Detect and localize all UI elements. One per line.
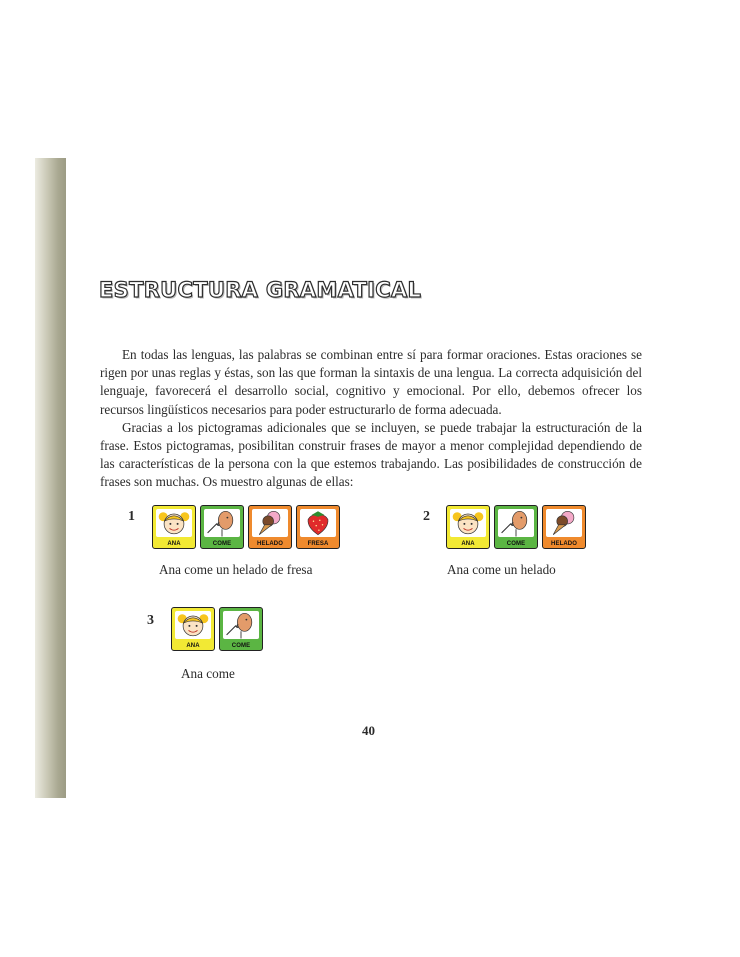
card-label: ANA bbox=[186, 643, 200, 649]
card-label: COME bbox=[212, 541, 232, 547]
card-ana bbox=[171, 607, 215, 651]
girl-face-icon bbox=[450, 509, 486, 537]
example-3-cards bbox=[171, 607, 263, 651]
card-helado bbox=[248, 505, 292, 549]
card-ana bbox=[152, 505, 196, 549]
card-come bbox=[200, 505, 244, 549]
card-label: FRESA bbox=[307, 541, 329, 547]
card-label: COME bbox=[231, 643, 251, 649]
body-text bbox=[100, 346, 642, 492]
book-spine-shadow bbox=[35, 158, 66, 798]
paragraph-1: En todas las lenguas, las palabras se combinan entre sí para formar oraciones. Estas oraciones se rigen por unas reglas y éstas, son las que forman la sintaxis de una lengua. La correcta adquisición del lenguaje, favorecerá el desarrollo social, cognitivo y emocional. Por ello, debemos ofrecer los recursos lingüísticos necesarios para poder estructurarlo de forma adecuada. bbox=[100, 347, 642, 417]
example-3-caption: Ana come bbox=[181, 666, 235, 681]
girl-face-icon bbox=[156, 509, 192, 537]
card-label: ANA bbox=[461, 541, 475, 547]
eating-person-icon bbox=[498, 509, 534, 537]
card-label: HELADO bbox=[257, 541, 283, 547]
card-ana bbox=[446, 505, 490, 549]
example-1-caption: Ana come un helado de fresa bbox=[159, 562, 313, 577]
example-1-number: 1 bbox=[128, 509, 135, 524]
girl-face-icon bbox=[175, 611, 211, 639]
ice-cream-icon bbox=[546, 509, 582, 537]
eating-person-icon bbox=[204, 509, 240, 537]
strawberry-icon bbox=[300, 509, 336, 537]
section-title: ESTRUCTURA GRAMATICAL bbox=[99, 278, 422, 302]
ice-cream-icon bbox=[252, 509, 288, 537]
page-number: 40 bbox=[362, 723, 375, 738]
card-label: HELADO bbox=[551, 541, 577, 547]
example-1-cards bbox=[152, 505, 340, 549]
eating-person-icon bbox=[223, 611, 259, 639]
paragraph-2: Gracias a los pictogramas adicionales que se incluyen, se puede trabajar la estructuración de la frase. Estos pictogramas, posibilitan construir frases de mayor a menor complejidad dependiendo de las características de la persona con la que estemos trabajando. Las posibilidades de construcción de frases son muchas. Os muestro algunas de ellas: bbox=[100, 419, 642, 490]
card-label: COME bbox=[506, 541, 526, 547]
example-3-number: 3 bbox=[147, 613, 154, 628]
card-come bbox=[494, 505, 538, 549]
example-2-cards bbox=[446, 505, 586, 549]
card-come bbox=[219, 607, 263, 651]
card-label: ANA bbox=[167, 541, 181, 547]
card-helado bbox=[542, 505, 586, 549]
example-2-caption: Ana come un helado bbox=[447, 562, 556, 577]
example-2-number: 2 bbox=[423, 509, 430, 524]
card-fresa bbox=[296, 505, 340, 549]
